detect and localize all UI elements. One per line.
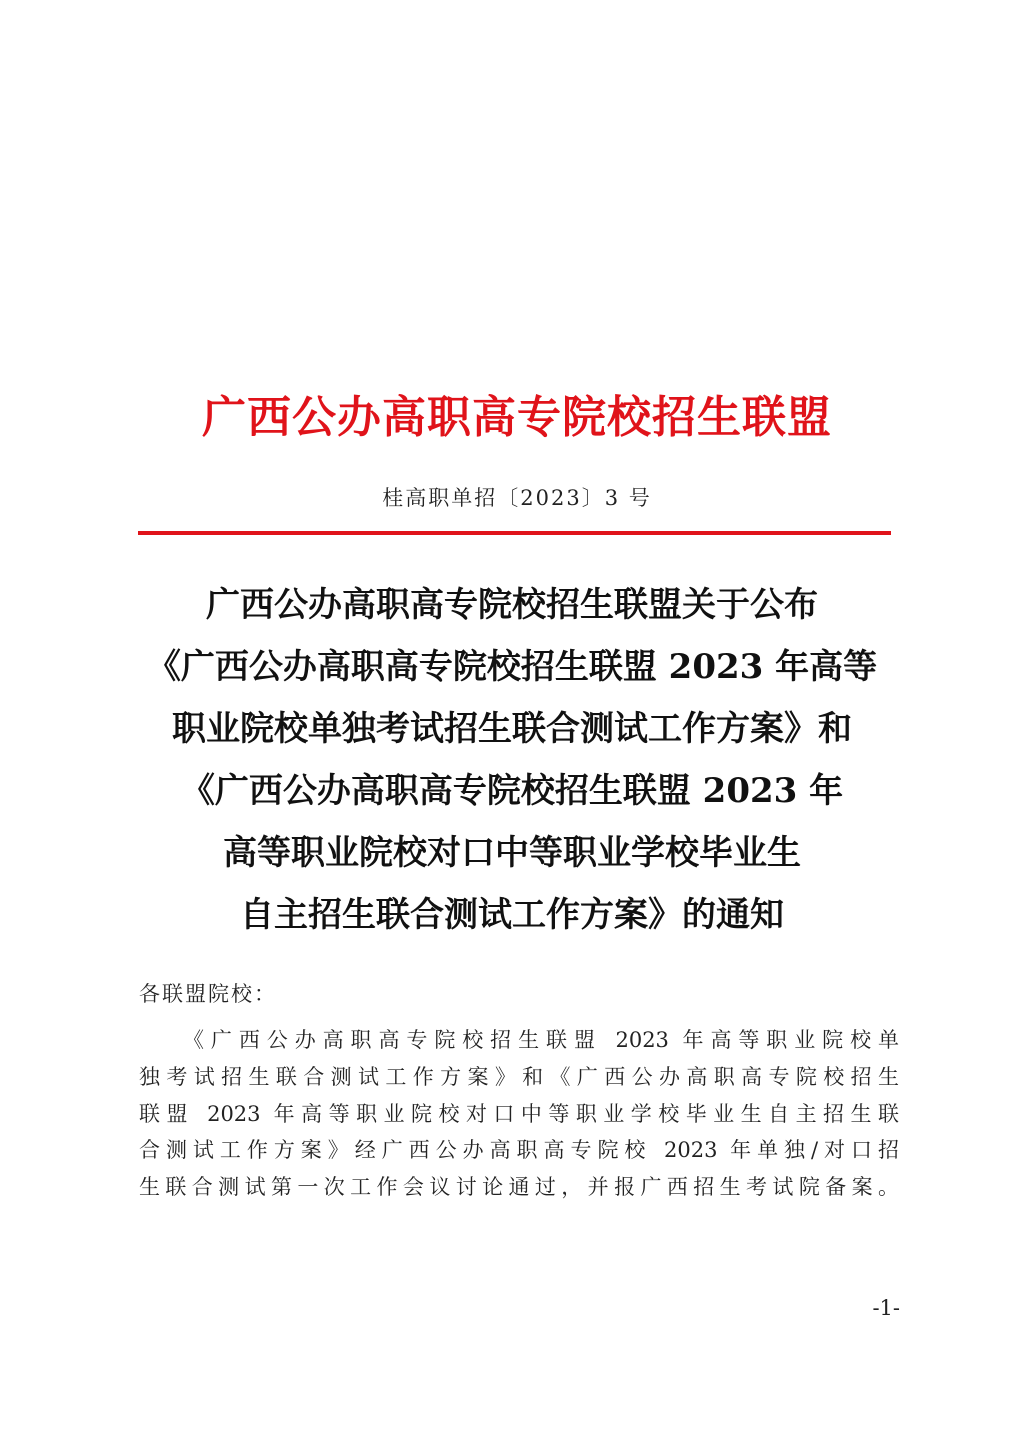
title-line: 高等职业院校对口中等职业学校毕业生 xyxy=(223,833,801,873)
body-paragraph xyxy=(139,1022,899,1206)
page-number: -1- xyxy=(872,1296,900,1320)
issuing-organization: 广西公办高职高专院校招生联盟 xyxy=(202,392,832,443)
body-line: 生联合测试第一次工作会议讨论通过，并报广西招生考试院备案。 xyxy=(139,1175,899,1200)
salutation: 各联盟院校： xyxy=(139,982,277,1006)
document-number: 桂高职单招〔2023〕3 号 xyxy=(382,486,652,510)
body-line: 《广西公办高职高专院校招生联盟 2023 年高等职业院校单 xyxy=(183,1028,899,1052)
red-divider-rule xyxy=(138,531,891,535)
body-line: 联盟 2023 年高等职业院校对口中等职业学校毕业生自主招生联 xyxy=(139,1101,899,1126)
title-line: 广西公办高职高专院校招生联盟关于公布 xyxy=(206,585,818,625)
title-line: 《广西公办高职高专院校招生联盟 2023 年高等 xyxy=(146,647,878,687)
title-line: 自主招生联合测试工作方案》的通知 xyxy=(240,895,784,935)
notice-title xyxy=(120,574,904,946)
title-line: 《广西公办高职高专院校招生联盟 2023 年 xyxy=(180,771,844,811)
body-line: 独考试招生联合测试工作方案》和《广西公办高职高专院校招生 xyxy=(139,1064,899,1089)
title-line: 职业院校单独考试招生联合测试工作方案》和 xyxy=(172,709,852,749)
body-line: 合测试工作方案》经广西公办高职高专院校 2023 年单独/对口招 xyxy=(139,1138,899,1163)
